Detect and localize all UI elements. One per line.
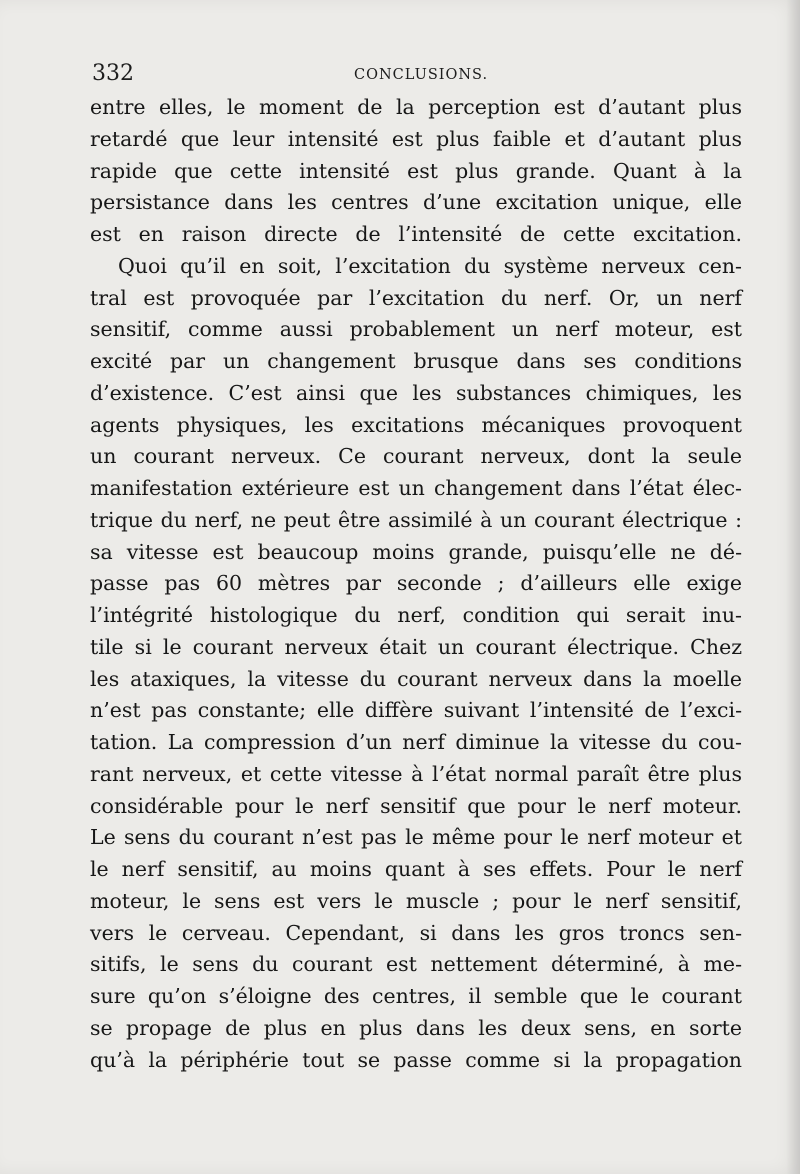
text-line: Le sens du courant n’est pas le même pour le nerf moteur et bbox=[90, 825, 742, 850]
text-line: d’existence. C’est ainsi que les substances chimiques, les bbox=[90, 380, 742, 405]
text-line: le nerf sensitif, au moins quant à ses effets. Pour le nerf bbox=[90, 857, 742, 881]
page-number: 332 bbox=[92, 61, 134, 86]
text-line: l’intégrité histologique du nerf, condition qui serait inu- bbox=[90, 603, 742, 627]
text-line: vers le cerveau. Cependant, si dans les gros troncs sen- bbox=[90, 920, 742, 945]
text-line: passe pas 60 mètres par seconde ; d’ailleurs elle exige bbox=[90, 571, 742, 596]
text-line: entre elles, le moment de la perception est d’autant plus bbox=[90, 95, 742, 119]
text-line: les ataxiques, la vitesse du courant nerveux dans la moelle bbox=[90, 666, 742, 691]
text-line: sensitif, comme aussi probablement un nerf moteur, est bbox=[90, 317, 742, 342]
paragraph-1 bbox=[90, 92, 742, 251]
running-head: CONCLUSIONS. bbox=[354, 67, 489, 83]
paragraph-2 bbox=[90, 251, 742, 1077]
text-line: persistance dans les centres d’une excitation unique, elle bbox=[90, 190, 742, 215]
text-line: est en raison directe de l’intensité de cette excitation. bbox=[90, 222, 742, 246]
text-line: se propage de plus en plus dans les deux sens, en sorte bbox=[90, 1015, 742, 1040]
text-line: considérable pour le nerf sensitif que pour le nerf moteur. bbox=[90, 793, 742, 818]
body-text bbox=[90, 92, 742, 1076]
text-line: agents physiques, les excitations mécaniques provoquent bbox=[90, 412, 742, 437]
text-line: excité par un changement brusque dans ses conditions bbox=[90, 349, 742, 373]
text-line: n’est pas constante; elle diffère suivant l’intensité de l’exci- bbox=[90, 698, 742, 723]
text-line: rant nerveux, et cette vitesse à l’état normal paraît être plus bbox=[90, 761, 742, 786]
text-line: moteur, le sens est vers le muscle ; pour le nerf sensitif, bbox=[90, 888, 742, 913]
text-line: trique du nerf, ne peut être assimilé à un courant électrique : bbox=[90, 507, 742, 532]
text-line: qu’à la périphérie tout se passe comme si la propagation bbox=[90, 1047, 742, 1072]
text-line: tral est provoquée par l’excitation du nerf. Or, un nerf bbox=[90, 285, 742, 310]
text-line: rapide que cette intensité est plus grande. Quant à la bbox=[90, 158, 742, 183]
page-header bbox=[92, 60, 742, 88]
text-line: tile si le courant nerveux était un courant électrique. Chez bbox=[90, 634, 742, 659]
text-line: sa vitesse est beaucoup moins grande, puisqu’elle ne dé- bbox=[90, 539, 742, 564]
text-line: Quoi qu’il en soit, l’excitation du système nerveux cen- bbox=[118, 253, 742, 278]
text-line: tation. La compression d’un nerf diminue la vitesse du cou- bbox=[90, 730, 742, 754]
text-line: sure qu’on s’éloigne des centres, il semble que le courant bbox=[90, 984, 742, 1008]
text-line: un courant nerveux. Ce courant nerveux, dont la seule bbox=[90, 444, 742, 469]
text-line: manifestation extérieure est un changement dans l’état élec- bbox=[90, 476, 742, 500]
text-line: retardé que leur intensité est plus faible et d’autant plus bbox=[90, 126, 742, 151]
text-line: sitifs, le sens du courant est nettement déterminé, à me- bbox=[90, 952, 742, 977]
